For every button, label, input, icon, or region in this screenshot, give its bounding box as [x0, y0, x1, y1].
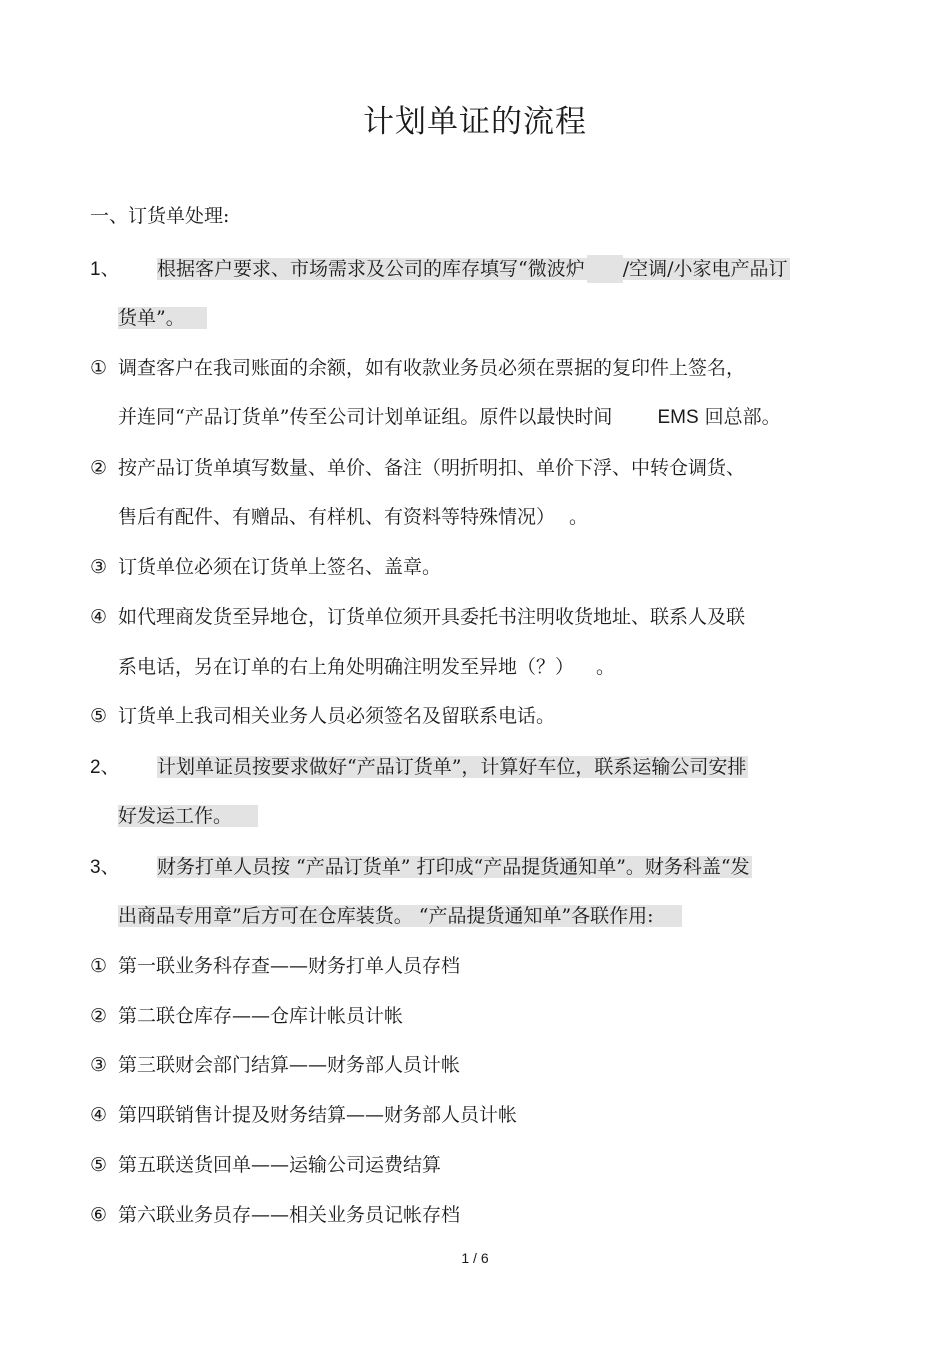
sub-item-1-cont	[118, 403, 781, 432]
sub-item-4-cont-end: 。	[596, 656, 616, 678]
sub-item-2-cont	[118, 503, 588, 531]
item-3-line-2	[118, 902, 682, 930]
sub-item-4-mark: ④	[90, 606, 108, 628]
sub-item-5-text: 订货单上我司相关业务人员必须签名及留联系电话。	[118, 705, 556, 727]
item-2-text-a: 计划单证员按要求做好“产品订货单”，计算好车位，联系运输公司安排	[157, 756, 747, 778]
item-3-text-a: 财务打单人员按 “产品订货单” 打印成“产品提货通知单”。财务科盖“发	[157, 856, 750, 878]
item-2-line-2	[118, 802, 258, 830]
item-3-number: 3、	[90, 857, 120, 878]
copy-item-3	[90, 1051, 460, 1079]
sub-item-4-gap	[574, 653, 596, 681]
item-1-text-a: 根据客户要求、市场需求及公司的库存填写“微波炉	[157, 258, 585, 280]
item-1-text-b: /空调/小家电产品订	[622, 258, 788, 280]
copy-item-5-text: 第五联送货回单——运输公司运费结算	[118, 1154, 442, 1176]
item-1-number: 1、	[90, 259, 120, 280]
item-1-text-c: 货单”。	[118, 307, 207, 329]
copy-item-4-mark: ④	[90, 1104, 108, 1126]
copy-item-4	[90, 1101, 517, 1129]
sub-item-4	[90, 603, 745, 631]
copy-item-6	[90, 1201, 460, 1229]
sub-item-1-gap	[612, 403, 657, 431]
copy-item-6-mark: ⑥	[90, 1204, 108, 1226]
sub-item-4-text: 如代理商发货至异地仓，订货单位须开具委托书注明收货地址、联系人及联	[118, 606, 746, 628]
sub-item-1	[90, 354, 745, 382]
sub-item-3-text: 订货单位必须在订货单上签名、盖章。	[118, 556, 442, 578]
item-3-text-b: 出商品专用章”后方可在仓库装货。 “产品提货通知单”各联作用:	[118, 905, 682, 927]
section-heading: 一、订货单处理:	[90, 205, 230, 227]
page-number: 1 / 6	[461, 1250, 489, 1266]
copy-item-1-mark: ①	[90, 955, 108, 977]
copy-item-3-text: 第三联财会部门结算——财务部人员计帐	[118, 1054, 461, 1076]
sub-item-4-cont-text: 系电话，另在订单的右上角处明确注明发至异地（？）	[118, 656, 575, 678]
copy-item-4-text: 第四联销售计提及财务结算——财务部人员计帐	[118, 1104, 518, 1126]
copy-item-5-mark: ⑤	[90, 1154, 108, 1176]
sub-item-2-text: 按产品订货单填写数量、单价、备注（明折明扣、单价下浮、中转仓调货、	[118, 457, 746, 479]
copy-item-1	[90, 952, 460, 980]
sub-item-1-cont-a: 并连同“产品订货单”传至公司计划单证组。原件以最快时间	[118, 406, 613, 428]
sub-item-2-cont-end: 。	[569, 506, 589, 528]
item-3-line-1	[90, 853, 752, 882]
sub-item-1-cont-c: 回总部。	[698, 406, 781, 428]
copy-item-2	[90, 1002, 403, 1030]
copy-item-3-mark: ③	[90, 1054, 108, 1076]
sub-item-1-cont-b: EMS	[657, 407, 699, 428]
sub-item-2-mark: ②	[90, 457, 108, 479]
copy-item-1-text: 第一联业务科存查——财务打单人员存档	[118, 955, 461, 977]
sub-item-4-cont	[118, 653, 615, 681]
sub-item-5	[90, 702, 555, 730]
item-2-number: 2、	[90, 757, 120, 778]
sub-item-2-cont-text: 售后有配件、有赠品、有样机、有资料等特殊情况）	[118, 506, 556, 528]
item-1-line-2	[118, 304, 207, 332]
copy-item-2-text: 第二联仓库存——仓库计帐员计帐	[118, 1005, 404, 1027]
sub-item-1-text: 调查客户在我司账面的余额，如有收款业务员必须在票据的复印件上签名，	[118, 357, 746, 379]
sub-item-5-mark: ⑤	[90, 705, 108, 727]
copy-item-6-text: 第六联业务员存——相关业务员记帐存档	[118, 1204, 461, 1226]
sub-item-1-mark: ①	[90, 357, 108, 379]
item-1-gap	[587, 255, 623, 283]
item-2-text-b: 好发运工作。	[118, 805, 258, 827]
copy-item-5	[90, 1151, 441, 1179]
sub-item-2	[90, 454, 745, 482]
copy-item-2-mark: ②	[90, 1005, 108, 1027]
document-title: 计划单证的流程	[363, 104, 587, 140]
item-1-line-1	[90, 255, 790, 284]
sub-item-2-gap	[555, 503, 569, 531]
sub-item-3-mark: ③	[90, 556, 108, 578]
item-2-line-1	[90, 753, 748, 782]
sub-item-3	[90, 553, 441, 581]
